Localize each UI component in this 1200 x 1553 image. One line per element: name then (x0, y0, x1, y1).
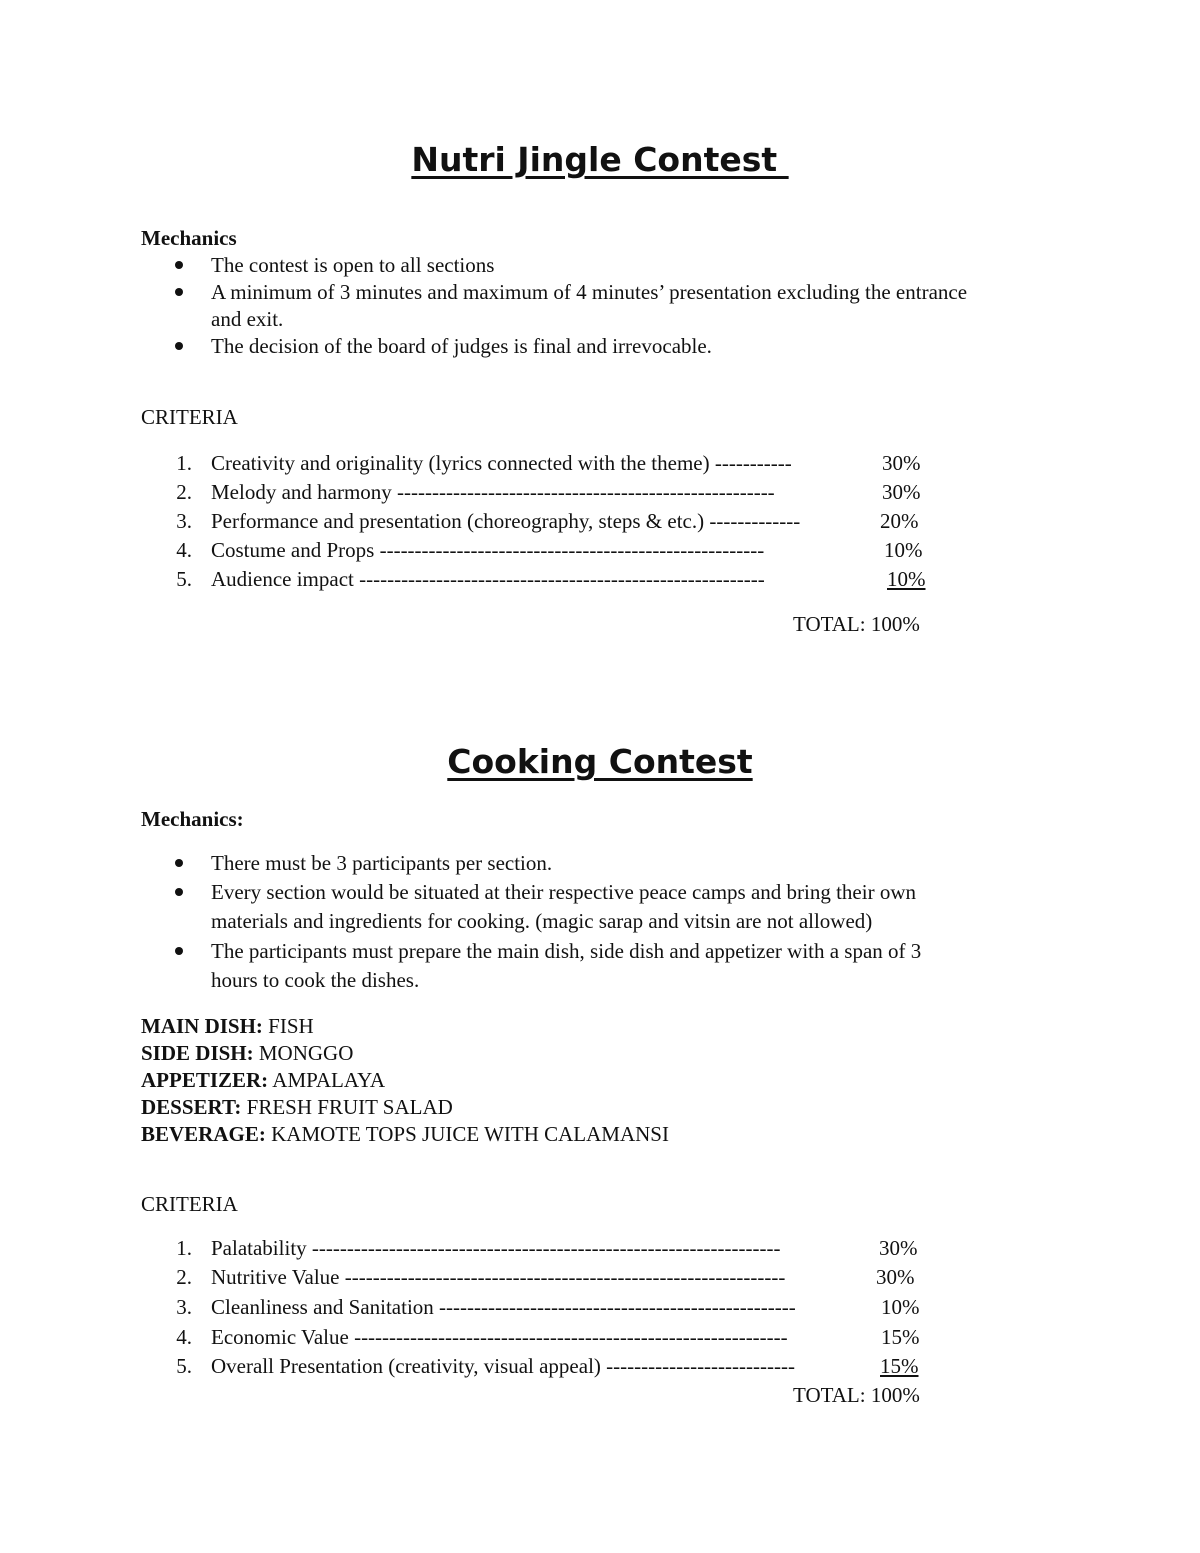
criteria-number: 2. (176, 480, 192, 504)
menu-item-beverage (141, 1122, 669, 1147)
nutri-total: TOTAL: 100% (793, 612, 920, 636)
criteria-number: 5. (176, 1354, 192, 1378)
nutri-mechanic-3: The decision of the board of judges is final and irrevocable. (211, 334, 712, 358)
criteria-number: 3. (176, 509, 192, 533)
bullet-icon (175, 859, 183, 867)
menu-label: MAIN DISH: (141, 1014, 263, 1038)
criteria-value: 30% (882, 451, 921, 475)
cooking-criteria-heading: CRITERIA (141, 1192, 238, 1216)
nutri-jingle-title: Nutri Jingle Contest (411, 140, 789, 179)
cooking-mechanic-1: There must be 3 participants per section. (211, 851, 553, 875)
cooking-mechanics-heading: Mechanics: (141, 807, 244, 831)
criteria-value: 30% (879, 1236, 918, 1260)
menu-label: DESSERT: (141, 1095, 242, 1119)
nutri-mechanics-heading: Mechanics (141, 226, 237, 250)
criteria-label: Overall Presentation (creativity, visual appeal) --------------------------- (211, 1354, 795, 1378)
menu-label: APPETIZER: (141, 1068, 269, 1092)
menu-value: FISH (262, 1014, 314, 1038)
menu-item-appetizer (141, 1068, 385, 1093)
cooking-mechanic-2-cont: materials and ingredients for cooking. (magic sarap and vitsin are not allowed) (211, 909, 873, 933)
criteria-label: Melody and harmony ------------------------------------------------------ (211, 480, 775, 504)
cooking-title: Cooking Contest (447, 742, 753, 781)
menu-label: BEVERAGE: (141, 1122, 266, 1146)
criteria-label: Costume and Props ------------------------------------------------------- (211, 538, 765, 562)
bullet-icon (175, 261, 183, 269)
nutri-mechanic-1: The contest is open to all sections (211, 253, 495, 277)
criteria-number: 4. (176, 1325, 192, 1349)
cooking-mechanic-2: Every section would be situated at their respective peace camps and bring their own (211, 880, 916, 904)
menu-label: SIDE DISH: (141, 1041, 254, 1065)
cooking-mechanic-3-cont: hours to cook the dishes. (211, 968, 420, 992)
criteria-number: 2. (176, 1265, 192, 1289)
criteria-value: 10% (887, 567, 926, 591)
menu-item-dessert (141, 1095, 453, 1120)
criteria-label: Performance and presentation (choreography, steps & etc.) ------------- (211, 509, 801, 533)
criteria-value: 15% (881, 1325, 920, 1349)
criteria-value: 20% (880, 509, 919, 533)
nutri-mechanic-2-cont: and exit. (211, 307, 284, 331)
bullet-icon (175, 888, 183, 896)
bullet-icon (175, 288, 183, 296)
menu-value: FRESH FRUIT SALAD (241, 1095, 453, 1119)
nutri-criteria-heading: CRITERIA (141, 405, 238, 429)
criteria-number: 4. (176, 538, 192, 562)
criteria-label: Audience impact ---------------------------------------------------------- (211, 567, 765, 591)
criteria-label: Creativity and originality (lyrics connected with the theme) ----------- (211, 451, 792, 475)
criteria-value: 30% (882, 480, 921, 504)
bullet-icon (175, 342, 183, 350)
nutri-mechanic-2: A minimum of 3 minutes and maximum of 4 minutes’ presentation excluding the entrance (211, 280, 968, 304)
criteria-label: Nutritive Value --------------------------------------------------------------- (211, 1265, 786, 1289)
criteria-label: Palatability ------------------------------------------------------------------- (211, 1236, 781, 1260)
criteria-label: Economic Value -------------------------------------------------------------- (211, 1325, 788, 1349)
criteria-value: 15% (880, 1354, 919, 1378)
menu-item-side-dish (141, 1041, 353, 1066)
criteria-value: 10% (884, 538, 923, 562)
menu-value: KAMOTE TOPS JUICE WITH CALAMANSI (265, 1122, 669, 1146)
menu-value: MONGGO (253, 1041, 354, 1065)
criteria-number: 3. (176, 1295, 192, 1319)
bullet-icon (175, 947, 183, 955)
criteria-value: 10% (881, 1295, 920, 1319)
criteria-number: 5. (176, 567, 192, 591)
cooking-mechanic-3: The participants must prepare the main dish, side dish and appetizer with a span of 3 (211, 939, 922, 963)
criteria-label: Cleanliness and Sanitation --------------------------------------------------- (211, 1295, 796, 1319)
criteria-number: 1. (176, 451, 192, 475)
menu-value: AMPALAYA (268, 1068, 386, 1092)
cooking-total: TOTAL: 100% (793, 1383, 920, 1407)
criteria-value: 30% (876, 1265, 915, 1289)
criteria-number: 1. (176, 1236, 192, 1260)
menu-item-main-dish (141, 1014, 314, 1039)
